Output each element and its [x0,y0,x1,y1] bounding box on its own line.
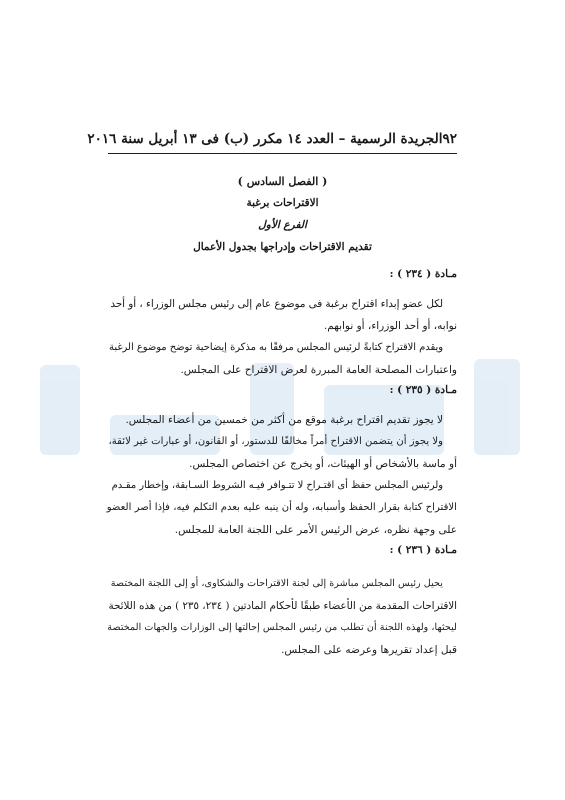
branch-heading: الفرع الأول [258,219,307,231]
article-235-paragraph-2-cont: أو ماسة بالأشخاص أو الهيئات، أو يخرج عن اختصاص المجلس. [189,458,457,470]
article-236-paragraph-1-cont: قبل إعداد تقريرها وعرضه على المجلس. [281,644,457,656]
article-234-paragraph-2-cont: واعتبارات المصلحة العامة المبررة لعرض الاقتراح على المجلس. [180,364,457,376]
article-234-paragraph-1: لكل عضو إبداء اقتراح برغبة فى موضوع عام إلى رئيس مجلس الوزراء ، أو أحد [110,298,443,310]
article-236-heading: مـادة ( ٢٣٦ ) : [389,544,457,556]
article-234-paragraph-2: ويقدم الاقتراح كتابةً لرئيس المجلس مرفقًا به مذكرة إيضاحية توضح موضوع الرغبة [109,342,443,353]
article-236-paragraph-1-cont: ليحثها، ولهذه اللجنة أن تطلب من رئيس المجلس إحالتها إلى الوزارات والجهات المختصة [107,622,457,633]
gazette-title: الجريدة الرسمية – العدد ١٤ مكرر (ب) فى ١٣ أبريل سنة ٢٠١٦ [87,131,443,147]
article-234-heading: مـادة ( ٢٣٤ ) : [389,268,457,280]
article-235-heading: مـادة ( ٢٣٥ ) : [389,384,457,396]
document-body [108,175,457,661]
article-236-paragraph-1-cont: الاقتراحات المقدمة من الأعضاء طبقًا لأحكام المادتين ( ٢٣٤، ٢٣٥ ) من هذه اللائحة [108,600,457,612]
chapter-heading: ( الفصل السادس ) [237,175,328,188]
header-divider [108,153,457,154]
page-header [87,128,457,150]
spacer [108,563,457,573]
article-235-paragraph-1: لا يجوز تقديم اقتراح برغبة موقع من أكثر من خمسين من أعضاء المجلس. [125,414,443,426]
watermark-logo-block [474,359,520,455]
article-235-paragraph-3-cont: على وجهة نظره، عرض الرئيس الأمر على اللجنة العامة للمجلس. [174,524,457,536]
branch-subject: تقديم الاقتراحات وإدراجها بجدول الأعمال [193,241,372,253]
article-235-paragraph-3: ولرئيس المجلس حفظ أى اقتـراح لا تتـوافر فيـه الشروط السـابقة، وإخطار مقـدم [111,480,443,491]
article-235-paragraph-3-cont: الاقتراح كتابة بقرار الحفظ وأسبابه، وله أن ينبه عليه بعدم التكلم فيه، فإذا أصر العضو [106,502,457,513]
watermark-logo-block [40,365,80,455]
chapter-subject: الاقتراحات برغبة [246,197,319,209]
article-234-paragraph-1-cont: نوابه، أو أحد الوزراء، أو نوابهم. [323,320,457,332]
article-236-paragraph-1: يحيل رئيس المجلس مباشرة إلى لجنة الاقتراحات والشكاوى، أو إلى اللجنة المختصة [110,578,443,589]
page-number: ٩٢ [442,131,457,147]
article-235-paragraph-2: ولا يجوز أن يتضمن الاقتراح أمراً مخالفًا للدستور، أو القانون، أو عبارات غير لائقة، [108,436,443,447]
